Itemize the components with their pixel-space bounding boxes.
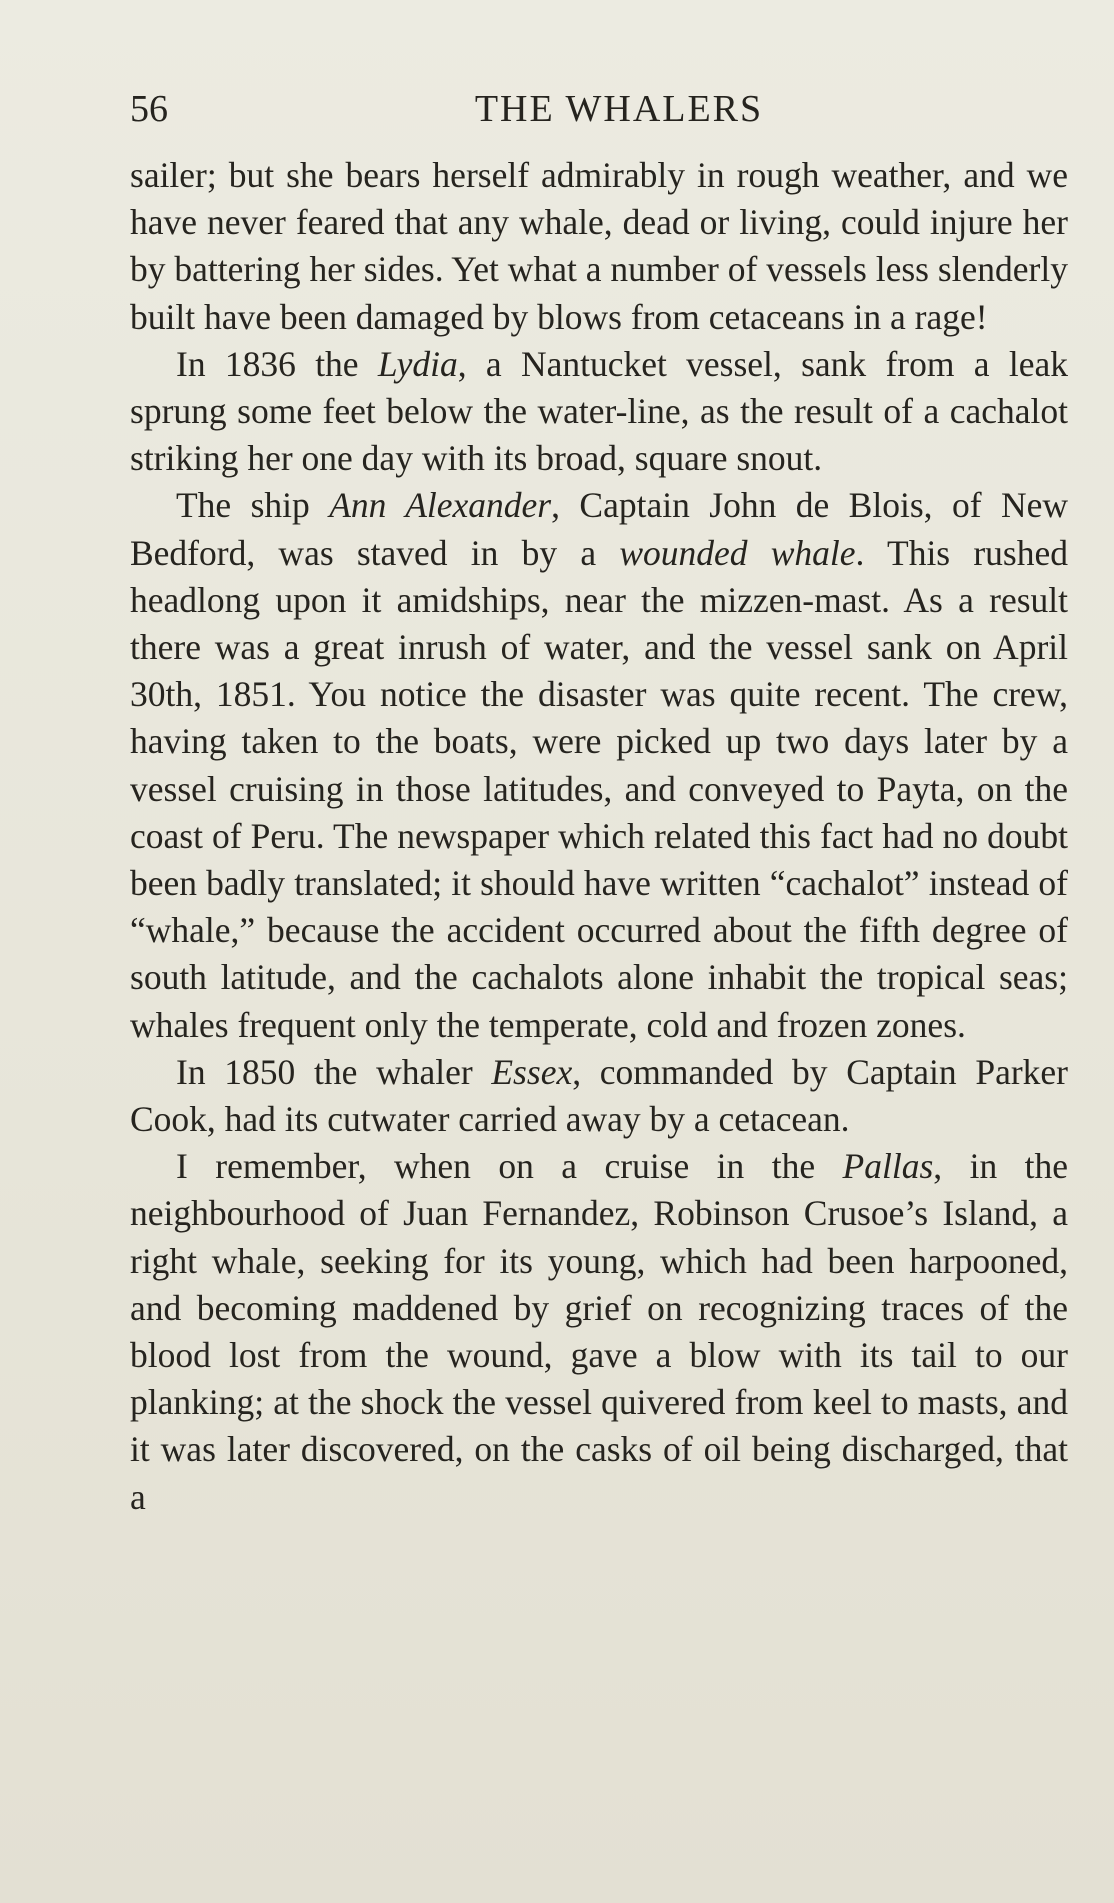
paragraph (130, 341, 1068, 483)
text-run: , Captain John de Blois, of New Bedford, was staved in by a (130, 485, 1068, 573)
text-run: I remember, when on a cruise in the (176, 1146, 843, 1187)
page-number: 56 (130, 88, 168, 130)
paragraph (130, 1143, 1068, 1521)
running-head (130, 78, 1068, 140)
italic-text: Ann Alexander (329, 485, 552, 526)
body-text (130, 152, 1068, 1521)
text-run: . This rushed headlong upon it amidships, near the mizzen-mast. As a result there was a great inrush of water, and the vessel sank on April 30th, 1851. You notice the disaster was quite recent. The crew, having taken to the boats, were picked up two days later by a vessel cruising in those latitudes, and conveyed to Payta, on the coast of Peru. The newspaper which related this fact had no doubt been badly translated; it should have written “cachalot” instead of “whale,” because the accident occurred about the fifth degree of south latitude, and the cachalots alone inhabit the tropical seas; whales frequent only the temperate, cold and frozen zones. (130, 532, 1068, 1045)
italic-text: Lydia (377, 343, 458, 384)
text-run: sailer; but she bears herself admirably in rough weather, and we have never feared that any whale, dead or living, could injure her by battering her sides. Yet what a number of vessels less slenderly built have been damaged by blows from cetaceans in a rage! (130, 155, 1068, 337)
text-run: In 1836 the (176, 343, 378, 384)
italic-text: Essex (491, 1051, 573, 1092)
text-run: In 1850 the whaler (176, 1051, 492, 1092)
paragraph (130, 482, 1068, 1048)
running-title: THE WHALERS (474, 88, 764, 130)
text-run: The ship (176, 485, 330, 526)
italic-text: wounded whale (619, 532, 856, 573)
paragraph (130, 152, 1068, 341)
paragraph (130, 1049, 1068, 1143)
text-run: , commanded by Captain Parker Cook, had its cutwater carried away by a cetacean. (130, 1051, 1068, 1140)
italic-text: Pallas (842, 1146, 934, 1187)
text-run: , a Nantucket vessel, sank from a leak sprung some feet below the water-line, as the result of a cachalot striking her one day with its broad, square snout. (130, 343, 1068, 479)
text-run: , in the neighbourhood of Juan Fernandez, Robinson Crusoe’s Island, a right whale, seeking for its young, which had been harpooned, and becoming maddened by grief on recognizing traces of the blood lost from the wound, gave a blow with its tail to our planking; at the shock the vessel quivered from keel to masts, and it was later discovered, on the casks of oil being discharged, that a (130, 1146, 1069, 1517)
